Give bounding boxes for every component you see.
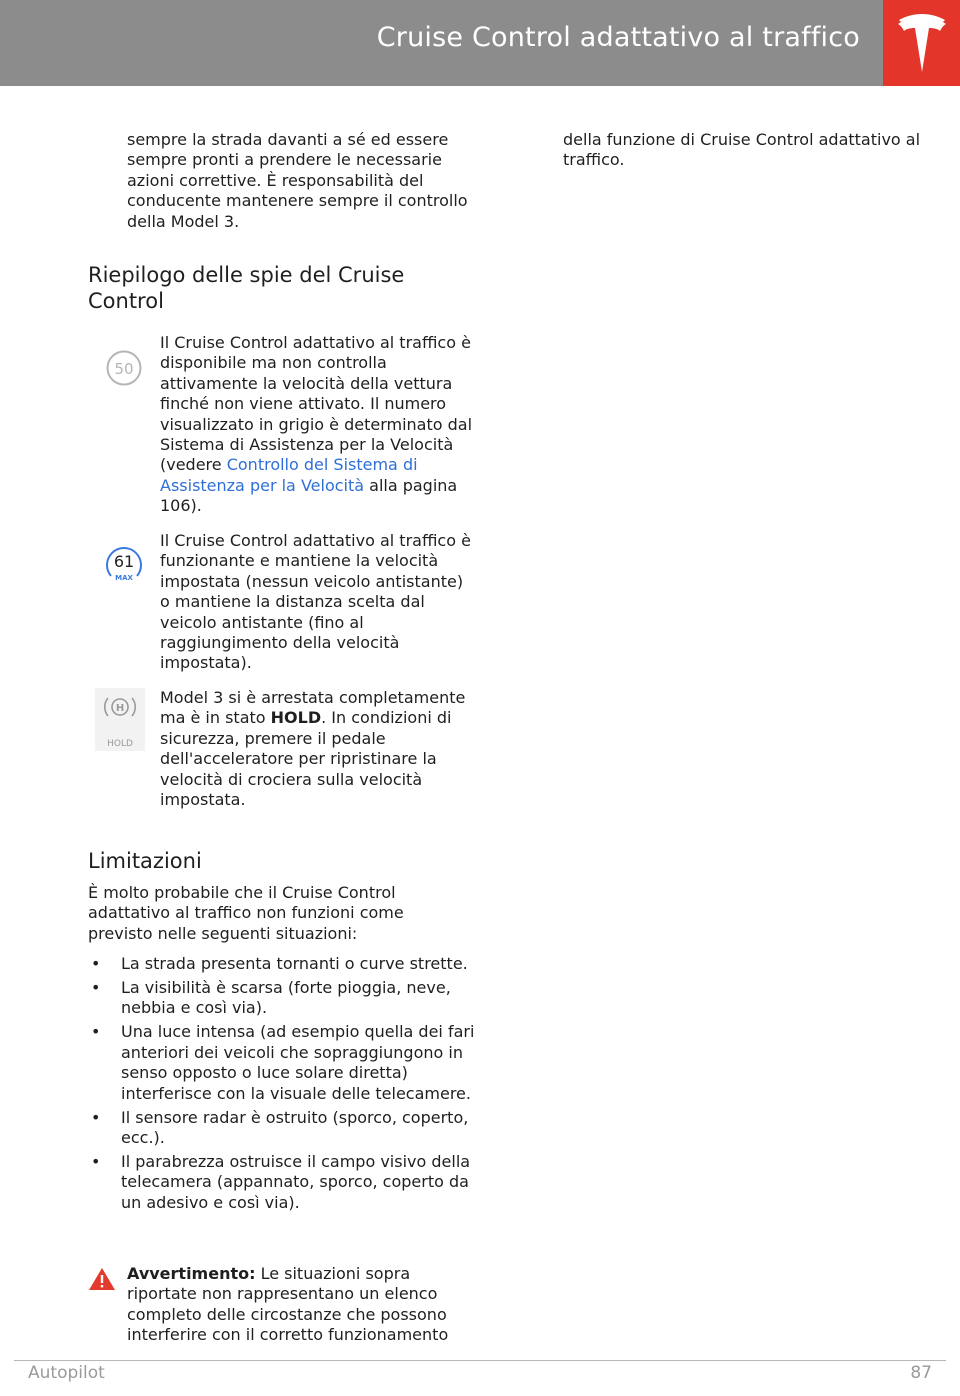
speed-50-grey-icon [94,335,154,401]
list-item: • Il parabrezza ostruisce il campo visivo della telecamera (appannato, sporco, coperto da un adesivo e così via). [88,1152,478,1213]
list-item: • Una luce intensa (ad esempio quella dei fari anteriori dei veicoli che sopraggiungono in senso opposto o luce solare diretta) interferisce con la visuale delle telecamere. [88,1022,478,1104]
list-item: • La strada presenta tornanti o curve strette. [88,954,478,974]
tesla-logo-icon [896,14,948,72]
speed-61-max-blue-icon [94,531,154,597]
hold-icon [95,688,145,751]
footer-divider [14,1360,946,1361]
intro-paragraph-left: sempre la strada davanti a sé ed essere sempre pronti a prendere le necessarie azioni correttive. È responsabilità del conducente mantenere sempre il controllo della Model 3. [127,130,468,231]
max-label: MAX [115,574,133,582]
footer-section-name: Autopilot [28,1363,105,1383]
indicator-description-hold: Model 3 si è arrestata completamente ma è in stato HOLD. In condizioni di sicurezza, premere il pedale dell'acceleratore per ripristinare la velocità di crociera sulla velocità impostata. [160,688,466,810]
hold-glyph: H [115,703,125,714]
page-title: Cruise Control adattativo al traffico [376,22,860,53]
limits-list [88,954,478,1217]
intro-paragraph-right: della funzione di Cruise Control adattativo al traffico. [563,130,921,170]
speed-61-value: 61 [113,552,135,571]
list-item: • Il sensore radar è ostruito (sporco, coperto, ecc.). [88,1108,478,1149]
hold-label: HOLD [107,739,133,749]
warning-triangle-icon [88,1267,116,1291]
warning-text: Avvertimento: Le situazioni sopra riportate non rappresentano un elenco completo delle circostanze che possono interferire con il corretto funzionamento [127,1264,449,1345]
speed-assist-link[interactable]: Controllo del Sistema di Assistenza per la Velocità [160,455,418,495]
speed-50-value: 50 [114,360,134,378]
limits-intro: È molto probabile che il Cruise Control adattativo al traffico non funzioni come previsto nelle seguenti situazioni: [88,883,404,943]
list-item: • La visibilità è scarsa (forte pioggia, neve, nebbia e così via). [88,978,478,1019]
limits-heading: Limitazioni [88,849,202,873]
page-number: 87 [910,1363,932,1383]
indicator-description-active: Il Cruise Control adattativo al traffico è funzionante e mantiene la velocità impostata (nessun veicolo antistante) o mantiene la distanza scelta dal veicolo antistante (fino al raggiungimento della velocità impostata). [160,531,471,673]
brand-logo [883,0,960,86]
summary-heading: Riepilogo delle spie del Cruise Control [88,263,405,313]
indicator-description-available: Il Cruise Control adattativo al traffico è disponibile ma non controlla attivamente la velocità della vettura finché non viene attivato. Il numero visualizzato in grigio è determinato dal Sistema di Assistenza per la Velocità (vedere Controllo del Sistema di Assistenza per la Velocità alla pagina 106). [160,333,473,516]
